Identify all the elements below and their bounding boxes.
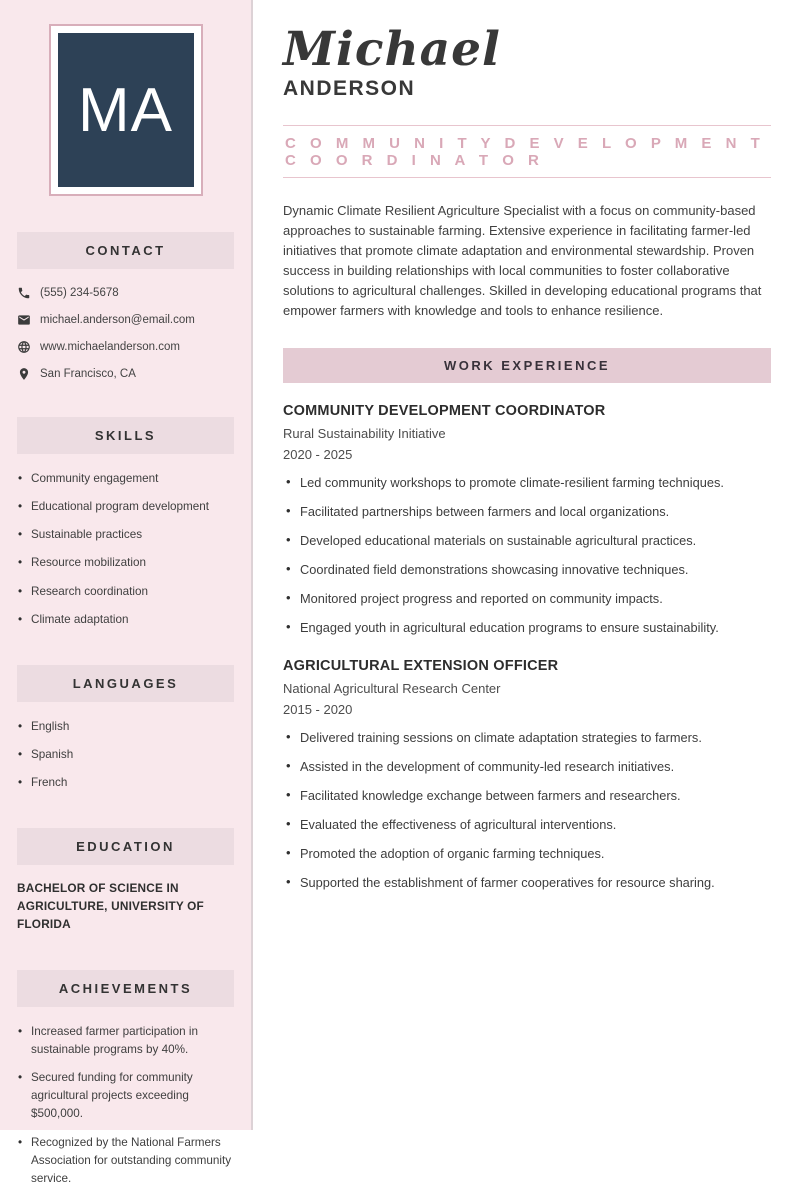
achievements-list (17, 1023, 234, 1188)
skill-item: • Climate adaptation (17, 611, 234, 629)
language-item: • French (17, 774, 234, 792)
job-dates: 2020 - 2025 (283, 447, 353, 462)
achievement-item: • Recognized by the National Farmers Association for outstanding community service. (17, 1134, 234, 1188)
avatar-initials: MA (78, 75, 173, 145)
contact-email-text: michael.anderson@email.com (40, 314, 195, 326)
job-entry (283, 658, 771, 893)
education-section-header: EDUCATION (17, 828, 234, 865)
job-bullet-list (283, 729, 771, 893)
language-item: • English (17, 718, 234, 736)
job-title: COMMUNITY DEVELOPMENT COORDINATOR (283, 403, 606, 419)
skill-item: • Research coordination (17, 583, 234, 601)
job-bullet: • Coordinated field demonstrations showcasing innovative techniques. (283, 561, 771, 580)
contact-list (17, 286, 234, 381)
contact-phone-text: (555) 234-5678 (40, 287, 119, 299)
contact-item-website (17, 340, 234, 354)
job-bullet: • Facilitated knowledge exchange between farmers and researchers. (283, 787, 771, 806)
skill-item: • Educational program development (17, 498, 234, 516)
last-name: ANDERSON (283, 77, 416, 100)
contact-location-text: San Francisco, CA (40, 368, 136, 380)
contact-section-header: CONTACT (17, 232, 234, 269)
job-bullet: • Monitored project progress and reported on community impacts. (283, 590, 771, 609)
job-title: AGRICULTURAL EXTENSION OFFICER (283, 657, 559, 674)
job-bullet-list (283, 474, 771, 638)
job-company: National Agricultural Research Center (283, 680, 501, 696)
job-bullet: • Facilitated partnerships between farmers and local organizations. (283, 503, 771, 522)
job-bullet: • Led community workshops to promote climate-resilient farming techniques. (283, 474, 771, 493)
job-bullet: • Promoted the adoption of organic farming techniques. (283, 845, 771, 864)
job-bullet: • Engaged youth in agricultural education programs to ensure sustainability. (283, 619, 771, 638)
job-entry (283, 403, 771, 638)
skill-item: • Resource mobilization (17, 554, 234, 572)
main-column (253, 0, 800, 1130)
achievements-section-header: ACHIEVEMENTS (17, 970, 234, 1007)
sidebar (0, 0, 253, 1185)
skills-section-header: SKILLS (17, 417, 234, 454)
contact-item-location (17, 367, 234, 381)
phone-icon (17, 286, 31, 300)
avatar-monogram-box (58, 33, 194, 187)
languages-section-header: LANGUAGES (17, 665, 234, 702)
job-company: Rural Sustainability Initiative (283, 426, 446, 441)
summary-paragraph: Dynamic Climate Resilient Agriculture Specialist with a focus on community-based approaches to sustainable farming. Extensive experience in facilitating farmer-led initiatives that promote climate adaptation and environmental stewardship. Proven success in building relationships with local communities to foster collaborative solutions to agricultural challenges. Skilled in developing educational programs that empower farmers with knowledge and tools to enhance resilience. (283, 203, 762, 318)
resume-title: C O M M U N I T Y D E V E L O P M E N T C O O R D I N A T O R (285, 135, 765, 169)
job-bullet: • Assisted in the development of community-led research initiatives. (283, 758, 771, 777)
job-dates: 2015 - 2020 (283, 701, 353, 717)
globe-icon (17, 340, 31, 354)
first-name: Michael (283, 22, 501, 77)
work-experience-header: WORK EXPERIENCE (283, 348, 771, 383)
job-bullet: • Developed educational materials on sustainable agricultural practices. (283, 532, 771, 551)
skills-list (17, 470, 234, 629)
email-icon (17, 313, 31, 327)
achievement-item: • Increased farmer participation in sustainable programs by 40%. (17, 1023, 234, 1059)
avatar (49, 24, 203, 196)
job-bullet: • Supported the establishment of farmer cooperatives for resource sharing. (283, 874, 771, 893)
job-bullet: • Evaluated the effectiveness of agricultural interventions. (283, 816, 771, 835)
contact-item-email (17, 313, 234, 327)
location-icon (17, 367, 31, 381)
education-degree: BACHELOR OF SCIENCE IN AGRICULTURE, UNIVERSITY OF FLORIDA (17, 881, 204, 931)
job-bullet: • Delivered training sessions on climate adaptation strategies to farmers. (283, 729, 771, 748)
skill-item: • Community engagement (17, 470, 234, 488)
skill-item: • Sustainable practices (17, 526, 234, 544)
contact-website-text: www.michaelanderson.com (40, 341, 180, 353)
achievement-item: • Secured funding for community agricultural projects exceeding $500,000. (17, 1069, 234, 1123)
languages-list (17, 718, 234, 792)
contact-item-phone (17, 286, 234, 300)
language-item: • Spanish (17, 746, 234, 764)
title-bottom-rule (283, 177, 771, 178)
